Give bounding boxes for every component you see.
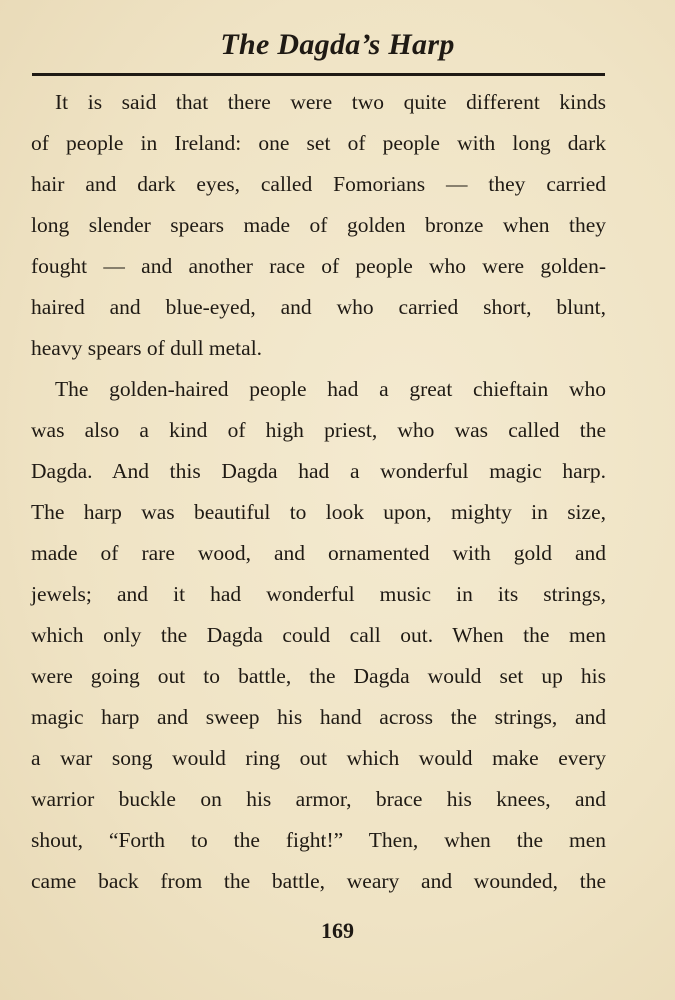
text-line: of people in Ireland: one set of people with long dark bbox=[31, 131, 606, 155]
text-line: made of rare wood, and ornamented with gold and bbox=[31, 541, 606, 565]
text-line: haired and blue-eyed, and who carried short, blunt, bbox=[31, 295, 606, 319]
text-line: magic harp and sweep his hand across the strings, and bbox=[31, 705, 606, 729]
text-line: fought — and another race of people who were golden- bbox=[31, 254, 606, 278]
text-line: jewels; and it had wonderful music in its strings, bbox=[31, 582, 606, 606]
text-line: was also a kind of high priest, who was called the bbox=[31, 418, 606, 442]
text-line: It is said that there were two quite different kinds bbox=[55, 90, 606, 114]
header-rule bbox=[32, 73, 605, 76]
text-line: heavy spears of dull metal. bbox=[31, 336, 263, 360]
text-line: long slender spears made of golden bronze when they bbox=[31, 213, 606, 237]
page-number: 169 bbox=[321, 918, 354, 943]
text-line: which only the Dagda could call out. When the men bbox=[31, 623, 606, 647]
running-title: The Dagda’s Harp bbox=[220, 28, 455, 61]
paragraph-2 bbox=[31, 369, 606, 902]
text-line: The golden-haired people had a great chieftain who bbox=[55, 377, 606, 401]
text-line: Dagda. And this Dagda had a wonderful magic harp. bbox=[31, 459, 606, 483]
text-line: shout, “Forth to the fight!” Then, when the men bbox=[31, 828, 606, 852]
body-text bbox=[31, 82, 606, 902]
paragraph-1 bbox=[31, 82, 606, 369]
text-line: warrior buckle on his armor, brace his knees, and bbox=[31, 787, 606, 811]
text-line: were going out to battle, the Dagda would set up his bbox=[31, 664, 606, 688]
text-line: hair and dark eyes, called Fomorians — they carried bbox=[31, 172, 606, 196]
text-line: a war song would ring out which would make every bbox=[31, 746, 606, 770]
text-line: The harp was beautiful to look upon, mighty in size, bbox=[31, 500, 606, 524]
text-line: came back from the battle, weary and wounded, the bbox=[31, 869, 606, 893]
